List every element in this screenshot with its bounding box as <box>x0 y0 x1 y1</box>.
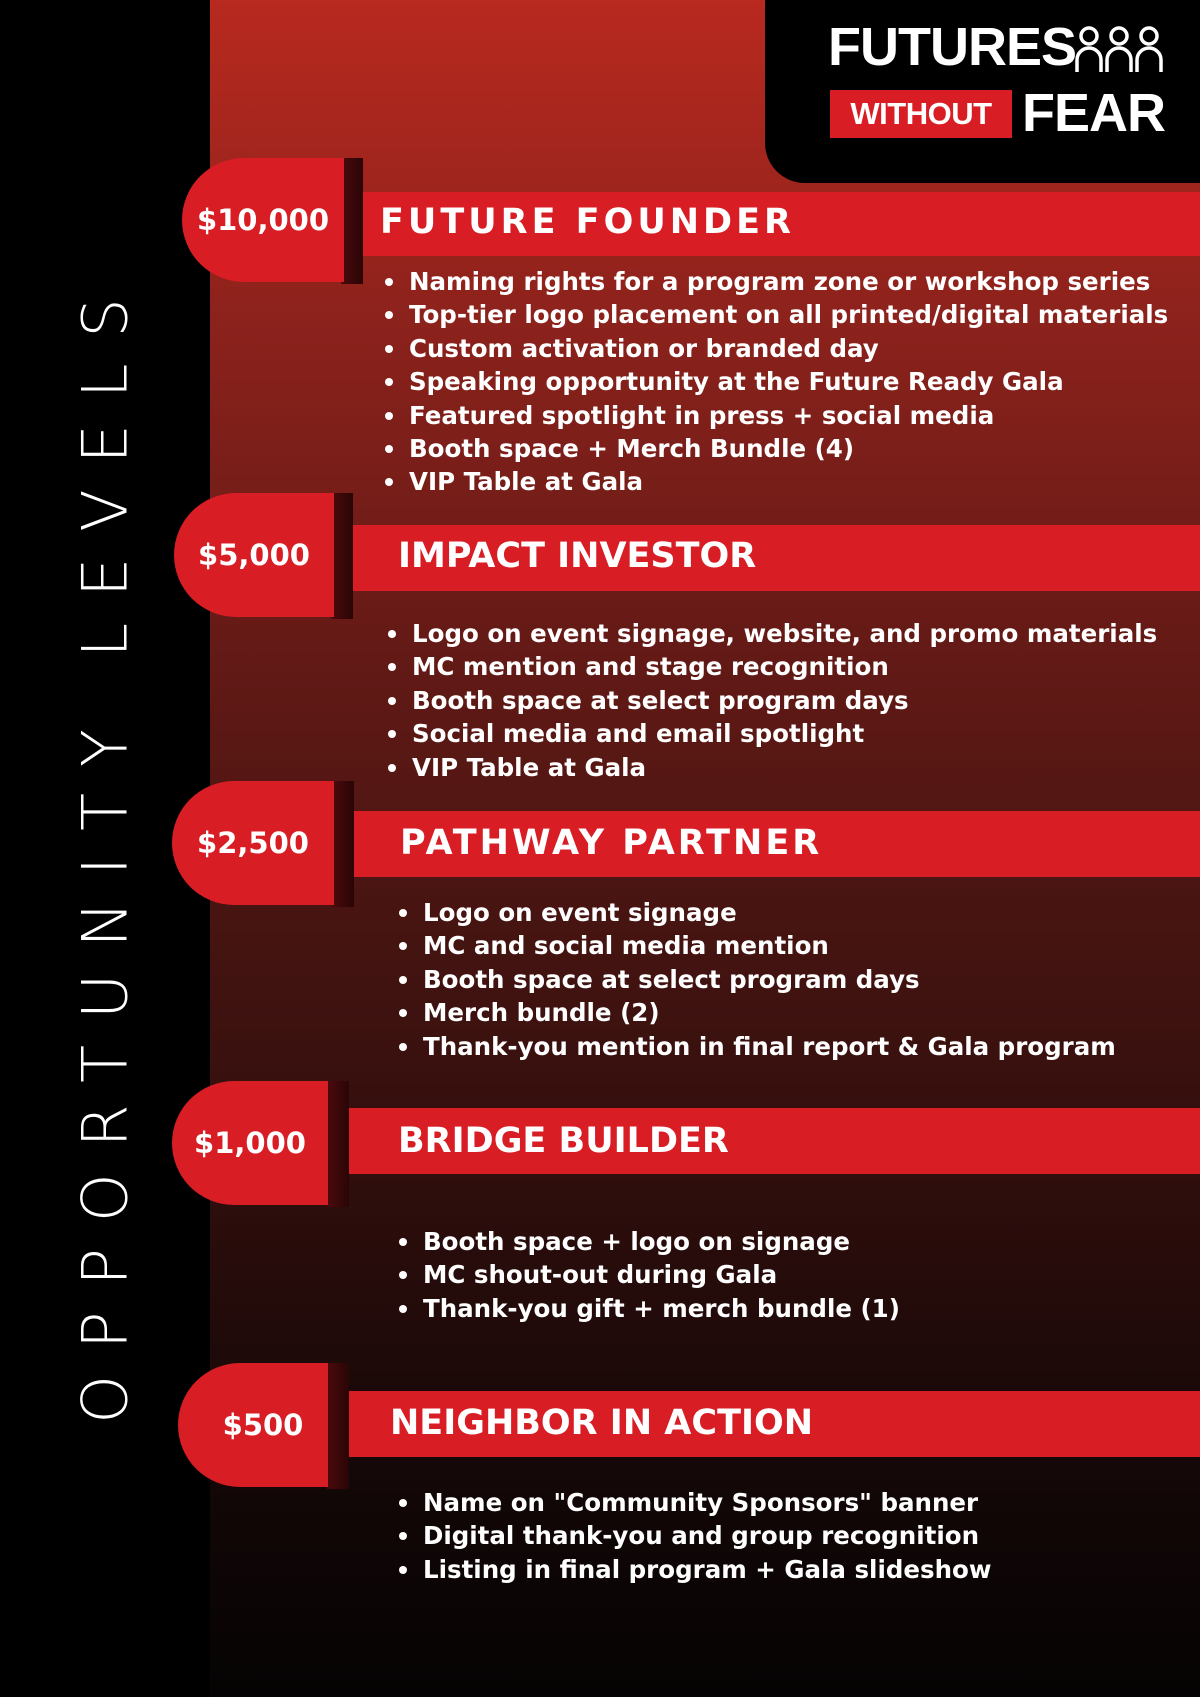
banner-fold <box>341 158 363 284</box>
benefit-item: MC and social media mention <box>395 929 1116 962</box>
benefit-item: MC mention and stage recognition <box>384 650 1157 683</box>
tier-title: FUTURE FOUNDER <box>380 202 795 242</box>
benefit-item: Thank-you mention in final report & Gala program <box>395 1030 1116 1063</box>
logo-without-badge: WITHOUT <box>830 90 1012 138</box>
tier-benefits-list <box>381 265 1168 499</box>
benefit-item: Booth space + logo on signage <box>395 1225 900 1258</box>
benefit-item: Social media and email spotlight <box>384 717 1157 750</box>
logo-fear-text: FEAR <box>1022 83 1165 143</box>
tier-benefits-list <box>395 1225 900 1325</box>
benefit-item: VIP Table at Gala <box>384 751 1157 784</box>
tier-amount-badge: $10,000 <box>182 158 344 282</box>
banner-fold <box>327 1081 349 1207</box>
banner-fold <box>327 1363 349 1489</box>
tier-amount-badge: $1,000 <box>172 1081 328 1205</box>
tier-amount-badge: $5,000 <box>174 493 334 617</box>
benefit-item: Merch bundle (2) <box>395 996 1116 1029</box>
benefit-item: Digital thank-you and group recognition <box>395 1519 992 1552</box>
benefit-item: Logo on event signage, website, and promo materials <box>384 617 1157 650</box>
banner-fold <box>331 493 353 619</box>
tier-benefits-list <box>384 617 1157 784</box>
banner-fold <box>332 781 354 907</box>
benefit-item: Top-tier logo placement on all printed/digital materials <box>381 298 1168 331</box>
benefit-item: Custom activation or branded day <box>381 332 1168 365</box>
benefit-item: Featured spotlight in press + social media <box>381 399 1168 432</box>
tier-benefits-list <box>395 1486 992 1586</box>
tier-title: IMPACT INVESTOR <box>398 536 757 576</box>
benefit-item: Booth space at select program days <box>395 963 1116 996</box>
benefit-item: Booth space at select program days <box>384 684 1157 717</box>
benefit-item: Thank-you gift + merch bundle (1) <box>395 1292 900 1325</box>
people-group-icon <box>1074 24 1164 76</box>
benefit-item: Naming rights for a program zone or workshop series <box>381 265 1168 298</box>
tier-amount-badge: $500 <box>178 1363 328 1487</box>
tier-amount-badge: $2,500 <box>172 781 334 905</box>
benefit-item: Speaking opportunity at the Future Ready Gala <box>381 365 1168 398</box>
tier-benefits-list <box>395 896 1116 1063</box>
benefit-item: Booth space + Merch Bundle (4) <box>381 432 1168 465</box>
side-title: OPPORTUNITY LEVELS <box>68 272 142 1424</box>
benefit-item: MC shout-out during Gala <box>395 1258 900 1291</box>
benefit-item: Logo on event signage <box>395 896 1116 929</box>
tier-title: PATHWAY PARTNER <box>400 823 823 863</box>
logo-futures-text: FUTURES <box>828 17 1076 77</box>
tier-title: NEIGHBOR IN ACTION <box>390 1403 814 1443</box>
benefit-item: Listing in final program + Gala slideshow <box>395 1553 992 1586</box>
tier-title: BRIDGE BUILDER <box>398 1121 729 1161</box>
benefit-item: VIP Table at Gala <box>381 465 1168 498</box>
benefit-item: Name on "Community Sponsors" banner <box>395 1486 992 1519</box>
